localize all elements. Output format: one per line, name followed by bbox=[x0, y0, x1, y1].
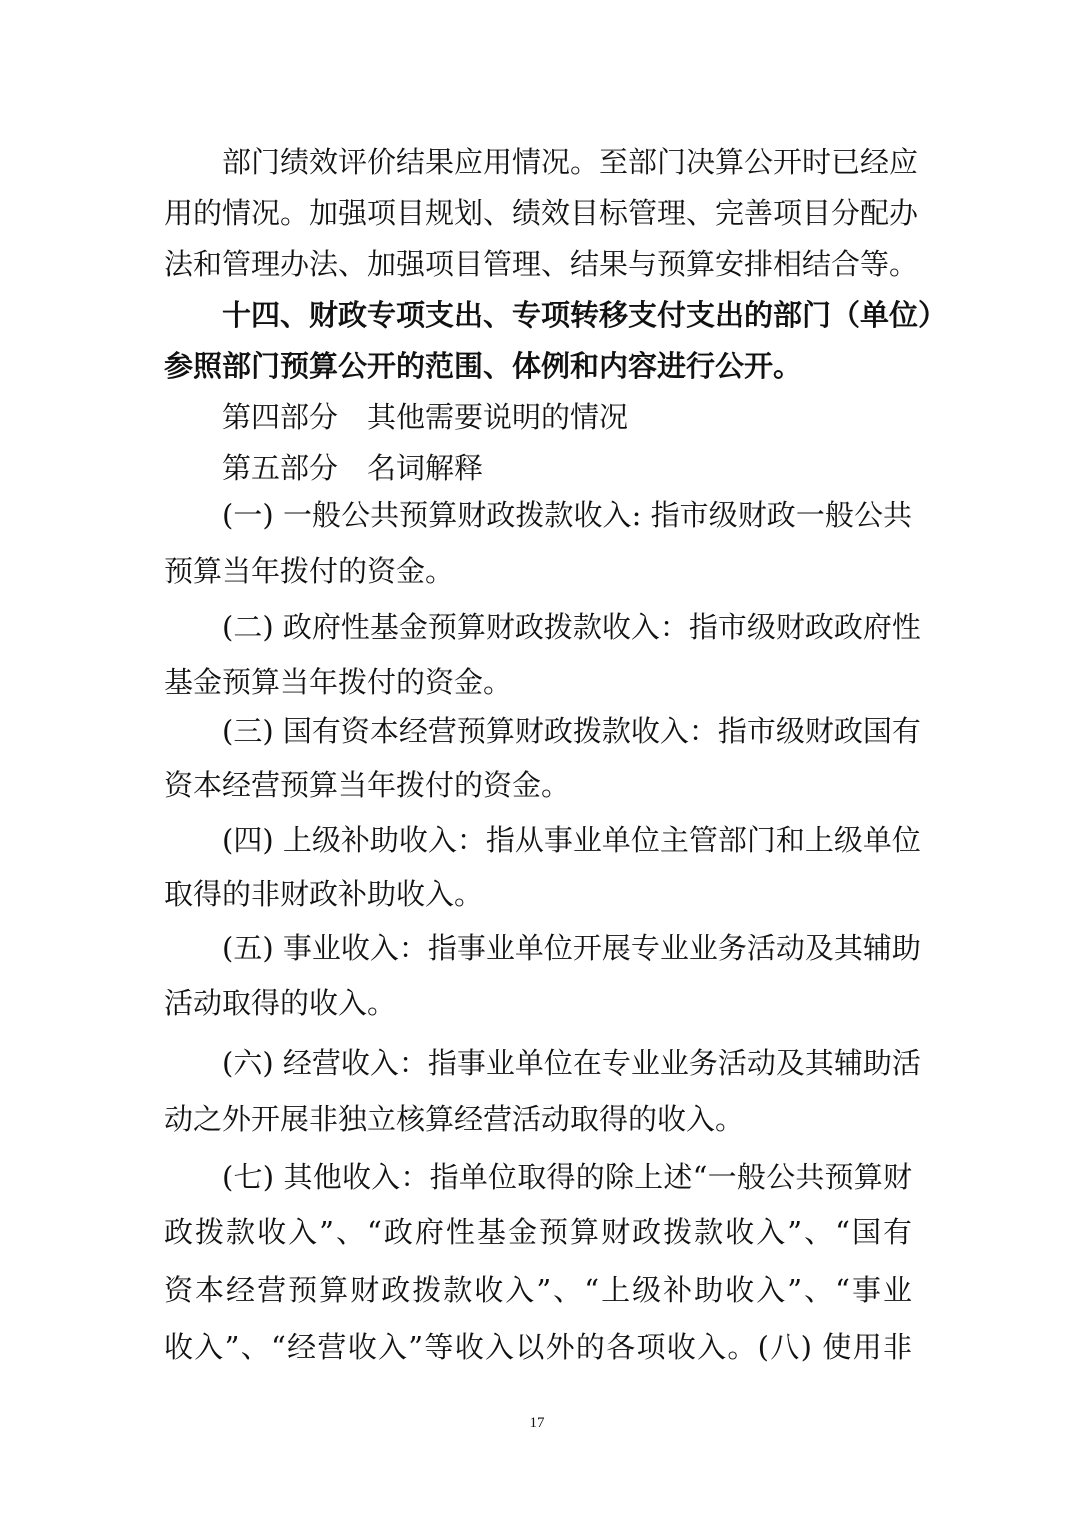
definition-line: 活动取得的收入。 bbox=[164, 986, 397, 1020]
definition-line: (六) 经营收入：指事业单位在专业业务活动及其辅助活 bbox=[222, 1046, 921, 1080]
definition-line: 资本经营预算当年拨付的资金。 bbox=[164, 768, 571, 802]
definition-line: 政拨款收入”、“政府性基金预算财政拨款收入”、“国有 bbox=[164, 1215, 912, 1249]
part-five-heading: 第五部分 名词解释 bbox=[222, 451, 484, 485]
body-text-line: 用的情况。加强项目规划、绩效目标管理、完善项目分配办 bbox=[164, 196, 919, 230]
definition-line: 取得的非财政补助收入。 bbox=[164, 877, 484, 911]
definition-line: (一) 一般公共预算财政拨款收入: 指市级财政一般公共 bbox=[222, 498, 912, 532]
definition-line: (五) 事业收入：指事业单位开展专业业务活动及其辅助 bbox=[222, 931, 921, 965]
definition-line: 基金预算当年拨付的资金。 bbox=[164, 665, 513, 699]
definition-line: 动之外开展非独立核算经营活动取得的收入。 bbox=[164, 1102, 745, 1136]
body-text-line: 部门绩效评价结果应用情况。至部门决算公开时已经应 bbox=[222, 145, 919, 179]
definition-line: (二) 政府性基金预算财政拨款收入：指市级财政政府性 bbox=[222, 610, 921, 644]
section-fourteen-line: 十四、财政专项支出、专项转移支付支出的部门（单位） bbox=[222, 298, 948, 332]
definition-line: 资本经营预算财政拨款收入”、“上级补助收入”、“事业 bbox=[164, 1273, 912, 1307]
part-four-heading: 第四部分 其他需要说明的情况 bbox=[222, 400, 629, 434]
definition-line: (三) 国有资本经营预算财政拨款收入：指市级财政国有 bbox=[222, 714, 921, 748]
body-text-line: 法和管理办法、加强项目管理、结果与预算安排相结合等。 bbox=[164, 247, 919, 281]
definition-line: 预算当年拨付的资金。 bbox=[164, 554, 455, 588]
definition-line: 收入”、“经营收入”等收入以外的各项收入。(八) 使用非 bbox=[164, 1330, 912, 1364]
section-fourteen-line: 参照部门预算公开的范围、体例和内容进行公开。 bbox=[164, 349, 803, 383]
page-number: 17 bbox=[529, 1415, 545, 1431]
definition-line: (七) 其他收入：指单位取得的除上述“一般公共预算财 bbox=[222, 1160, 912, 1194]
definition-line: (四) 上级补助收入：指从事业单位主管部门和上级单位 bbox=[222, 823, 921, 857]
